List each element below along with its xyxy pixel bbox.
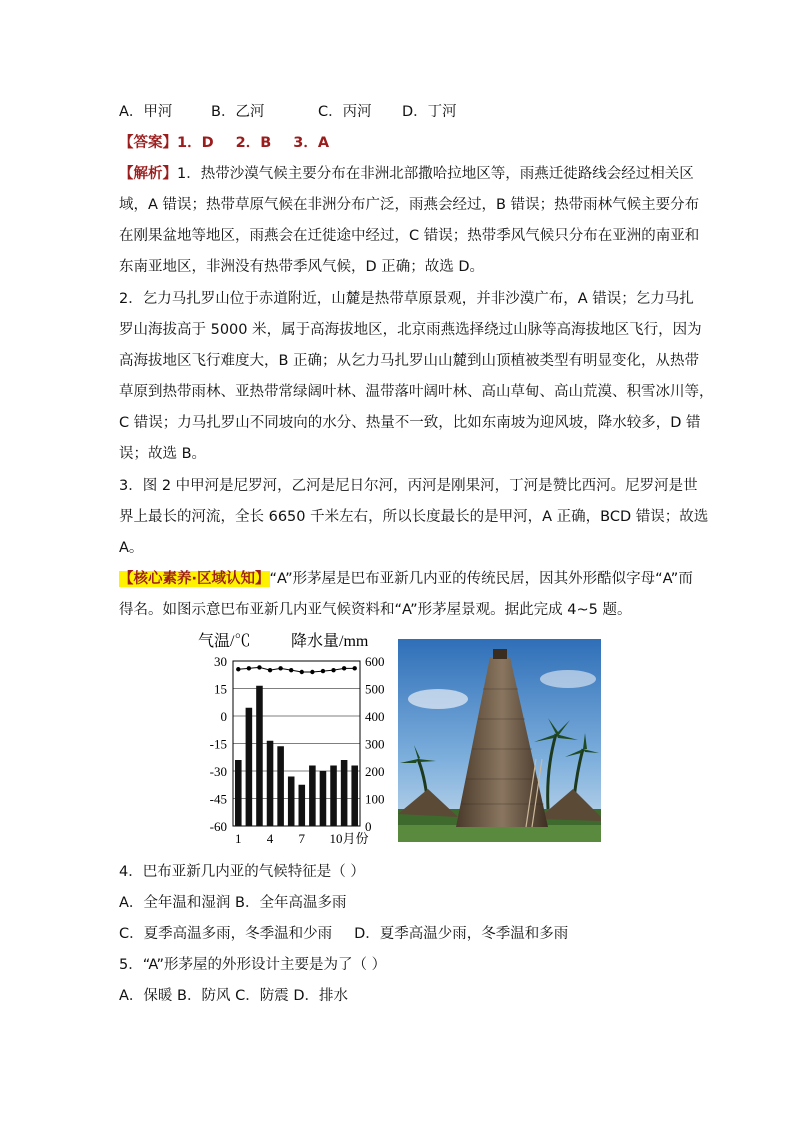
intro-line1	[119, 569, 693, 589]
x-tick-label: 7	[298, 831, 306, 846]
y-right-tick-label: 400	[365, 709, 385, 724]
option-a: A．甲河	[119, 104, 173, 120]
q5-options: A．保暖 B．防风 C．防震 D．排水	[119, 988, 348, 1004]
analysis-p2-line3: 高海拔地区飞行难度大，B 正确；从乞力马扎罗山山麓到山顶植被类型有明显变化，从热带	[119, 353, 700, 369]
precipitation-bar	[288, 777, 295, 827]
analysis-p1-line2: 域，A 错误；热带草原气候在非洲分布广泛，雨燕会经过，B 错误；热带雨林气候主要分布	[119, 197, 700, 213]
analysis-p2-line1: 2．乞力马扎罗山位于赤道附近，山麓是热带草原景观，并非沙漠广布，A 错误；乞力马扎	[119, 291, 694, 307]
y-left-tick-label: 15	[214, 681, 227, 697]
y-right-tick-label: 200	[365, 764, 385, 779]
y-left-tick-label: -30	[209, 764, 227, 779]
x-tick-label: 10月份	[329, 831, 369, 846]
analysis-text: 1．热带沙漠气候主要分布在非洲北部撒哈拉地区等，雨燕迁徙路线会经过相关区	[177, 166, 694, 182]
y-right-tick-label: 100	[365, 791, 385, 807]
q4-option-a: A．全年温和湿润	[119, 895, 231, 911]
temperature-line	[238, 667, 354, 672]
precipitation-bar	[277, 746, 284, 826]
precipitation-bar	[320, 771, 327, 826]
y-left-tick-label: -45	[209, 791, 227, 807]
analysis-p2-line2: 罗山海拔高于 5000 米，属于高海拔地区，北京雨燕选择绕过山脉等高海拔地区飞行，因为	[119, 322, 702, 338]
analysis-p2-line5: C 错误；力马扎罗山不同坡向的水分、热量不一致，比如东南坡为迎风坡，降水较多，D 错	[119, 415, 701, 431]
temperature-point	[353, 666, 357, 670]
analysis-p1-line4: 东南亚地区，非洲没有热带季风气候，D 正确；故选 D。	[119, 259, 485, 275]
q4-option-d: D．夏季高温少雨，冬季温和多雨	[354, 926, 569, 942]
precipitation-bar	[267, 741, 274, 826]
precipitation-bar	[235, 760, 242, 826]
x-tick-label: 4	[266, 831, 274, 846]
precipitation-bar	[309, 766, 316, 827]
temperature-point	[321, 669, 325, 673]
intro-text: “A”形茅屋是巴布亚新几内亚的传统民居，因其外形酷似字母“A”而	[269, 571, 693, 587]
analysis-p3-line3: A。	[119, 540, 144, 556]
q5-stem: 5．“A”形茅屋的外形设计主要是为了（ ）	[119, 957, 387, 973]
precipitation-bar	[256, 686, 263, 826]
q4-options-row2	[119, 924, 568, 944]
precipitation-bar	[341, 760, 348, 826]
climate-chart	[195, 630, 395, 850]
analysis-p3-line1: 3．图 2 中甲河是尼罗河，乙河是尼日尔河，丙河是刚果河，丁河是赞比西河。尼罗河是世	[119, 478, 698, 494]
precipitation-bar	[246, 708, 253, 826]
x-tick-label: 1	[235, 831, 242, 846]
precipitation-bar	[351, 766, 358, 827]
q4-stem: 4．巴布亚新几内亚的气候特征是（ ）	[119, 864, 365, 880]
chart-title-right: 降水量/mm	[291, 633, 369, 650]
option-b: B．乙河	[211, 104, 265, 120]
analysis-p3-line2: 界上最长的河流，全长 6650 千米左右，所以长度最长的是甲河，A 正确，BCD 错误；故选	[119, 509, 709, 525]
answer-label: 【答案】	[119, 135, 177, 151]
analysis-p2-line4: 草原到热带雨林、亚热带常绿阔叶林、温带落叶阔叶林、高山草甸、高山荒漠、积雪冰川等，	[119, 384, 714, 400]
option-d: D．丁河	[402, 104, 457, 120]
y-right-tick-label: 600	[365, 654, 385, 669]
analysis-p1-line3: 在刚果盆地等地区，雨燕会在迁徙途中经过，C 错误；热带季风气候只分布在亚洲的南亚和	[119, 228, 700, 244]
y-right-tick-label: 300	[365, 736, 385, 752]
temperature-point	[310, 670, 314, 674]
temperature-point	[268, 668, 272, 672]
analysis-label: 【解析】	[119, 166, 177, 182]
answer-1: 1．D	[177, 135, 214, 151]
prev-question-options	[119, 102, 457, 122]
temperature-point	[257, 665, 261, 669]
answer-2: 2．B	[235, 135, 272, 151]
y-left-tick-label: 30	[214, 654, 227, 669]
y-right-tick-label: 0	[365, 819, 372, 834]
temperature-point	[236, 667, 240, 671]
q4-options-row1	[119, 893, 346, 913]
answer-3: 3．A	[293, 135, 330, 151]
q4-option-c: C．夏季高温多雨，冬季温和少雨	[119, 926, 333, 942]
temperature-point	[331, 668, 335, 672]
y-left-tick-label: -60	[209, 819, 227, 834]
y-left-tick-label: -15	[209, 736, 227, 752]
temperature-point	[247, 666, 251, 670]
temperature-point	[278, 666, 282, 670]
intro-line2: 得名。如图示意巴布亚新几内亚气候资料和“A”形茅屋景观。据此完成 4~5 题。	[119, 602, 632, 618]
q4-option-b: B．全年高温多雨	[235, 895, 347, 911]
y-left-tick-label: 0	[220, 709, 227, 724]
analysis-p1-line1	[119, 164, 694, 184]
chart-title-left: 气温/℃	[198, 633, 251, 650]
y-right-tick-label: 500	[365, 681, 385, 697]
temperature-point	[342, 666, 346, 670]
chart-body	[210, 654, 385, 846]
temperature-point	[289, 668, 293, 672]
precipitation-bar	[330, 766, 337, 827]
analysis-p2-line6: 误；故选 B。	[119, 446, 207, 462]
temperature-point	[300, 670, 304, 674]
core-literacy-tag: 【核心素养·区域认知】	[119, 571, 270, 587]
a-frame-house-photo	[398, 639, 601, 842]
answer-line	[119, 133, 329, 153]
option-c: C．丙河	[318, 104, 372, 120]
precipitation-bar	[299, 785, 306, 826]
